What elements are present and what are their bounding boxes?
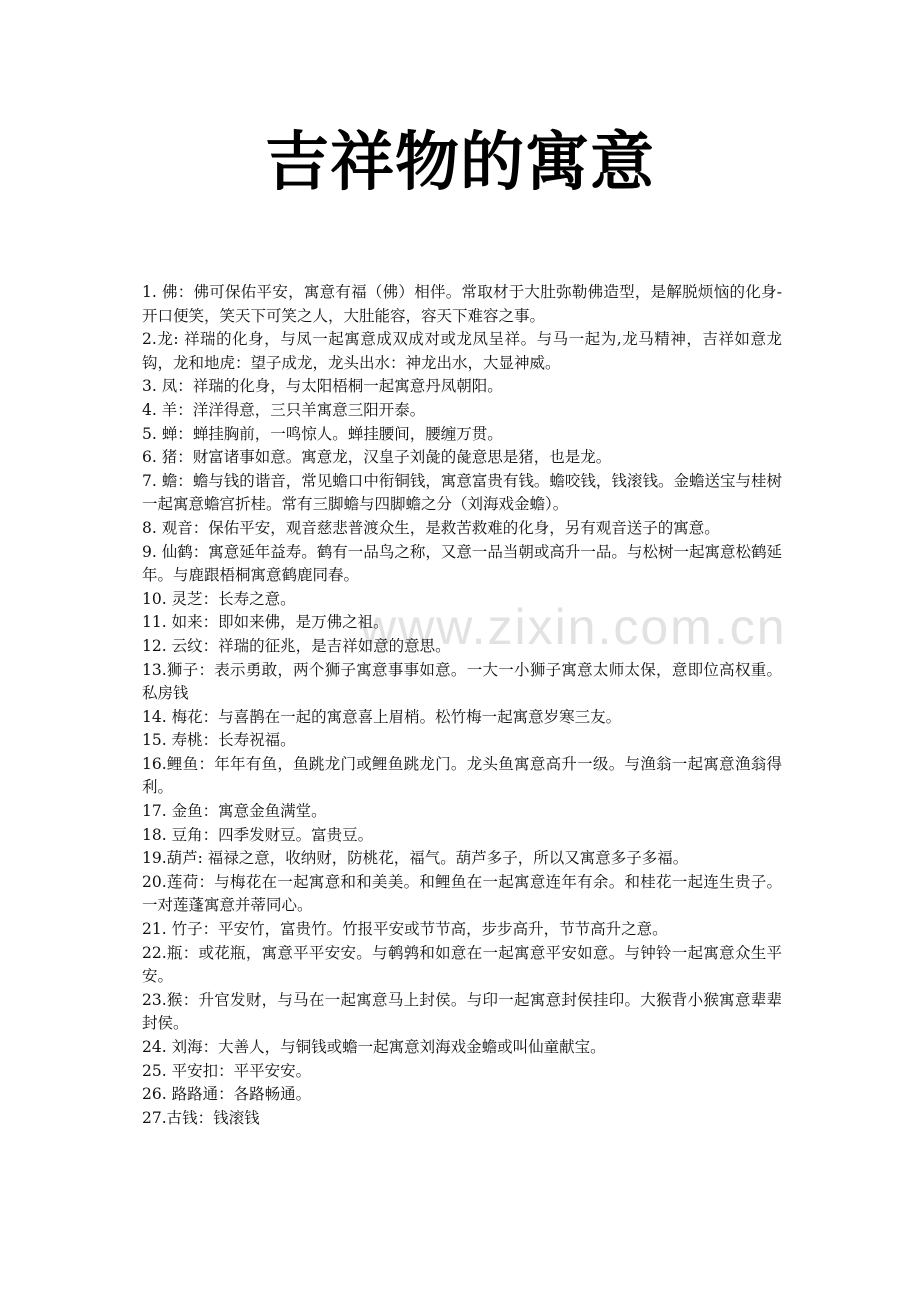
list-item: 8. 观音：保佑平安，观音慈悲普渡众生，是救苦救难的化身，另有观音送子的寓意。 [142,518,720,537]
list-item: 24. 刘海：大善人，与铜钱或蟾一起寓意刘海戏金蟾或叫仙童献宝。 [142,1038,606,1056]
list-item: 21. 竹子：平安竹，富贵竹。竹报平安或节节高，步步高升，节节高升之意。 [142,920,668,939]
list-item: 22.瓶：或花瓶，寓意平平安安。与鹌鹑和如意在一起寓意平安如意。与钟铃一起寓意众生平安。 [142,943,782,986]
list-item: 15. 寿桃：长寿祝福。 [142,731,296,750]
list-item: 13.狮子：表示勇敢，两个狮子寓意事事如意。一大一小狮子寓意太师太保，意即位高权重。私房钱 [142,660,782,703]
list-item: 10. 灵芝：长寿之意。 [142,589,296,608]
document-body [142,281,782,1130]
list-item: 26. 路路通：各路畅通。 [142,1085,312,1104]
list-item: 23.猴：升官发财，与马在一起寓意马上封侯。与印一起寓意封侯挂印。大猴背小猴寓意辈辈封侯。 [142,990,782,1033]
list-item: 1. 佛：佛可保佑平安，寓意有福（佛）相伴。常取材于大肚弥勒佛造型，是解脱烦恼的化身-开口便笑，笑天下可笑之人，大肚能容，容天下难容之事。 [142,283,782,325]
list-item: 17. 金鱼：寓意金鱼满堂。 [142,802,327,821]
list-item: 25. 平安扣：平平安安。 [142,1061,312,1080]
list-item: 9. 仙鹤：寓意延年益寿。鹤有一品鸟之称，又意一品当朝或高升一品。与松树一起寓意松鹤延年。与鹿跟梧桐寓意鹤鹿同春。 [142,542,782,585]
list-item: 2.龙: 祥瑞的化身，与凤一起寓意成双成对或龙凤呈祥。与马一起为,龙马精神，吉祥如意龙钩，龙和地虎：望子成龙，龙头出水：神龙出水，大显神威。 [142,330,782,372]
list-item: 4. 羊：洋洋得意，三只羊寓意三阳开泰。 [142,400,426,419]
list-item: 19.葫芦: 福禄之意，收纳财，防桃花，福气。葫芦多子，所以又寓意多子多福。 [142,849,689,868]
list-item: 11. 如来：即如来佛，是万佛之祖。 [142,613,389,632]
list-item: 14. 梅花：与喜鹊在一起的寓意喜上眉梢。松竹梅一起寓意岁寒三友。 [142,707,622,726]
list-item: 20.莲荷：与梅花在一起寓意和和美美。和鲤鱼在一起寓意连年有余。和桂花一起连生贵子。一对莲蓬寓意并蒂同心。 [142,872,782,915]
list-item: 12. 云纹：祥瑞的征兆，是吉祥如意的意思。 [142,636,451,655]
list-item: 3. 凤：祥瑞的化身，与太阳梧桐一起寓意丹凤朝阳。 [142,377,503,396]
list-item: 27.古钱：钱滚钱 [142,1108,260,1127]
list-item: 5. 蝉：蝉挂胸前，一鸣惊人。蝉挂腰间，腰缠万贯。 [142,424,503,443]
list-item: 7. 蟾：蟾与钱的谐音，常见蟾口中衔铜钱，寓意富贵有钱。蟾咬钱，钱滚钱。金蟾送宝与桂树一起寓意蟾宫折桂。常有三脚蟾与四脚蟾之分（刘海戏金蟾）。 [142,471,782,514]
list-item: 18. 豆角：四季发财豆。富贵豆。 [142,825,374,844]
watermark: www.zixin.com.cn [360,599,787,655]
list-item: 16.鲤鱼：年年有鱼，鱼跳龙门或鲤鱼跳龙门。龙头鱼寓意高升一级。与渔翁一起寓意渔翁得利。 [142,754,782,797]
page-title: 吉祥物的寓意 [265,126,655,200]
list-item: 6. 猪：财富诸事如意。寓意龙，汉皇子刘彘的彘意思是猪，也是龙。 [142,448,612,467]
